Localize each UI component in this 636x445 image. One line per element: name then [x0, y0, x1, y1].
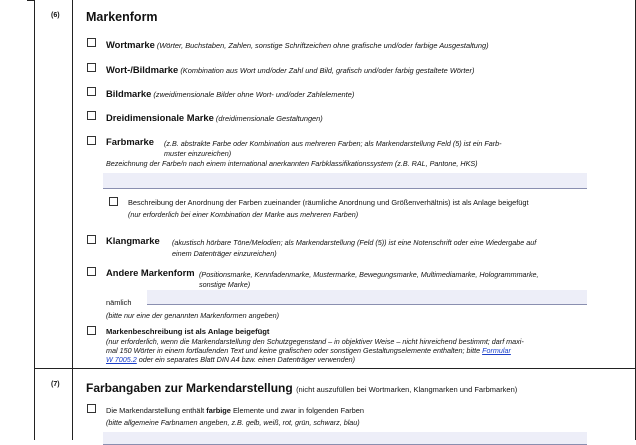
farbige-elemente-label	[106, 406, 364, 415]
section-divider	[34, 368, 635, 369]
andere-markenform-desc-line1: (Positionsmarke, Kennfadenmarke, Mustermarke, Bewegungsmarke, Multimediamarke, Hologrammmarke,	[199, 270, 539, 279]
wortbildmarke-option	[106, 64, 474, 75]
wortbildmarke-label: Wort-/Bildmarke	[106, 64, 179, 75]
andere-markenform-label: Andere Markenform	[106, 267, 195, 278]
bildmarke-desc: (zweidimensionale Bilder ohne Wort- und/oder Zahlelemente)	[153, 90, 355, 99]
markenbeschreibung-line3-text: oder ein separates Blatt DIN A4 bzw. einen Datenträger verwenden)	[136, 355, 356, 364]
bildmarke-label: Bildmarke	[106, 88, 152, 99]
klangmarke-option	[106, 235, 160, 246]
section-7-title-note: (nicht auszufüllen bei Wortmarken, Klangmarken und Farbmarken)	[296, 385, 518, 394]
farbmarke-desc-line2: muster einzureichen)	[164, 149, 232, 158]
farbige-elemente-checkbox[interactable]	[87, 404, 96, 413]
wortmarke-desc: (Wörter, Buchstaben, Zahlen, sonstige Schriftzeichen ohne grafische und/oder farbige Ausgestaltung)	[156, 41, 489, 50]
naemlich-note: (bitte nur eine der genannten Markenformen angeben)	[106, 311, 280, 320]
naemlich-label: nämlich	[106, 298, 132, 307]
andere-markenform-checkbox[interactable]	[87, 267, 96, 276]
markenbeschreibung-label: Markenbeschreibung ist als Anlage beigefügt	[106, 327, 270, 336]
klangmarke-desc-line1: (akustisch hörbare Töne/Melodien; als Markendarstellung (Feld (5)) ist eine Notenschrift oder eine Wiedergabe auf	[172, 238, 537, 247]
farbmarke-option	[106, 136, 154, 147]
farbmarke-bezeichnung: Bezeichnung der Farbe/n nach einem international anerkannten Farbklassifikationssystem (z.B. RAL, Pantone, HKS)	[106, 159, 478, 168]
section-6-number-column-line	[72, 0, 73, 368]
dreidimensionale-marke-label: Dreidimensionale Marke	[106, 112, 214, 123]
formular-w7005-link[interactable]: W 7005.2	[106, 355, 137, 364]
markenbeschreibung-line2-text: mal 150 Wörter in einem fortlaufenden Text und keine grafischen oder sonstigen Gestaltungselemente enthalten; bitte	[106, 346, 483, 355]
markenbeschreibung-line1: (nur erforderlich, wenn die Markendarstellung den Schutzgegenstand – in objektiver Weise – nicht hinreichend bestimmt; darf maxi-	[106, 337, 524, 346]
wortbildmarke-desc: (Kombination aus Wort und/oder Zahl und Bild, grafisch und/oder farbig gestaltete Wörter)	[180, 66, 475, 75]
section-7-title-row	[86, 381, 517, 395]
section-7-number-column-line	[72, 369, 73, 440]
farbbezeichnung-input[interactable]	[103, 173, 587, 189]
markenbeschreibung-line3	[106, 355, 355, 364]
markenbeschreibung-option	[106, 327, 269, 336]
farbmarke-desc-line1: (z.B. abstrakte Farbe oder Kombination aus mehreren Farben; als Markendarstellung Feld (5) ist ein Farb-	[164, 139, 502, 148]
markenbeschreibung-checkbox[interactable]	[87, 326, 96, 335]
dreidimensionale-marke-desc: (dreidimensionale Gestaltungen)	[215, 114, 323, 123]
section-6-title: Markenform	[86, 10, 158, 24]
corner-tick	[27, 0, 35, 1]
farbanordnung-note: (nur erforderlich bei einer Kombination der Marke aus mehreren Farben)	[128, 210, 359, 219]
wortbildmarke-checkbox[interactable]	[87, 63, 96, 72]
formular-link[interactable]: Formular	[482, 346, 511, 355]
klangmarke-desc-line2: einem Datenträger einzureichen)	[172, 249, 277, 258]
wortmarke-option	[106, 39, 489, 50]
farbmarke-checkbox[interactable]	[87, 136, 96, 145]
klangmarke-label: Klangmarke	[106, 235, 160, 246]
farbige-elemente-pre: Die Markendarstellung enthält	[106, 406, 207, 415]
farbige-elemente-note: (bitte allgemeine Farbnamen angeben, z.B. gelb, weiß, rot, grün, schwarz, blau)	[106, 418, 360, 427]
andere-markenform-desc-line2: sonstige Marke)	[199, 280, 251, 289]
andere-markenform-option	[106, 267, 195, 278]
farbige-elemente-bold: farbige	[206, 406, 231, 415]
farbige-elemente-post: Elemente und zwar in folgenden Farben	[230, 406, 365, 415]
section-7-title: Farbangaben zur Markendarstellung	[86, 381, 293, 395]
bildmarke-checkbox[interactable]	[87, 87, 96, 96]
bildmarke-option	[106, 88, 354, 99]
farbmarke-label: Farbmarke	[106, 136, 154, 147]
wortmarke-label: Wortmarke	[106, 39, 155, 50]
farbanordnung-label: Beschreibung der Anordnung der Farben zueinander (räumliche Anordnung und Größenverhältnis) ist als Anlage beigefügt	[128, 198, 529, 207]
farbanordnung-checkbox[interactable]	[109, 197, 118, 206]
klangmarke-checkbox[interactable]	[87, 235, 96, 244]
farben-input[interactable]	[103, 432, 587, 445]
section-7-number: (7)	[51, 381, 60, 388]
section-6-number: (6)	[51, 12, 60, 19]
naemlich-input[interactable]	[147, 290, 587, 305]
wortmarke-checkbox[interactable]	[87, 38, 96, 47]
dreidimensionale-marke-checkbox[interactable]	[87, 111, 96, 120]
markenbeschreibung-line2	[106, 346, 511, 355]
dreidimensionale-marke-option	[106, 112, 323, 123]
